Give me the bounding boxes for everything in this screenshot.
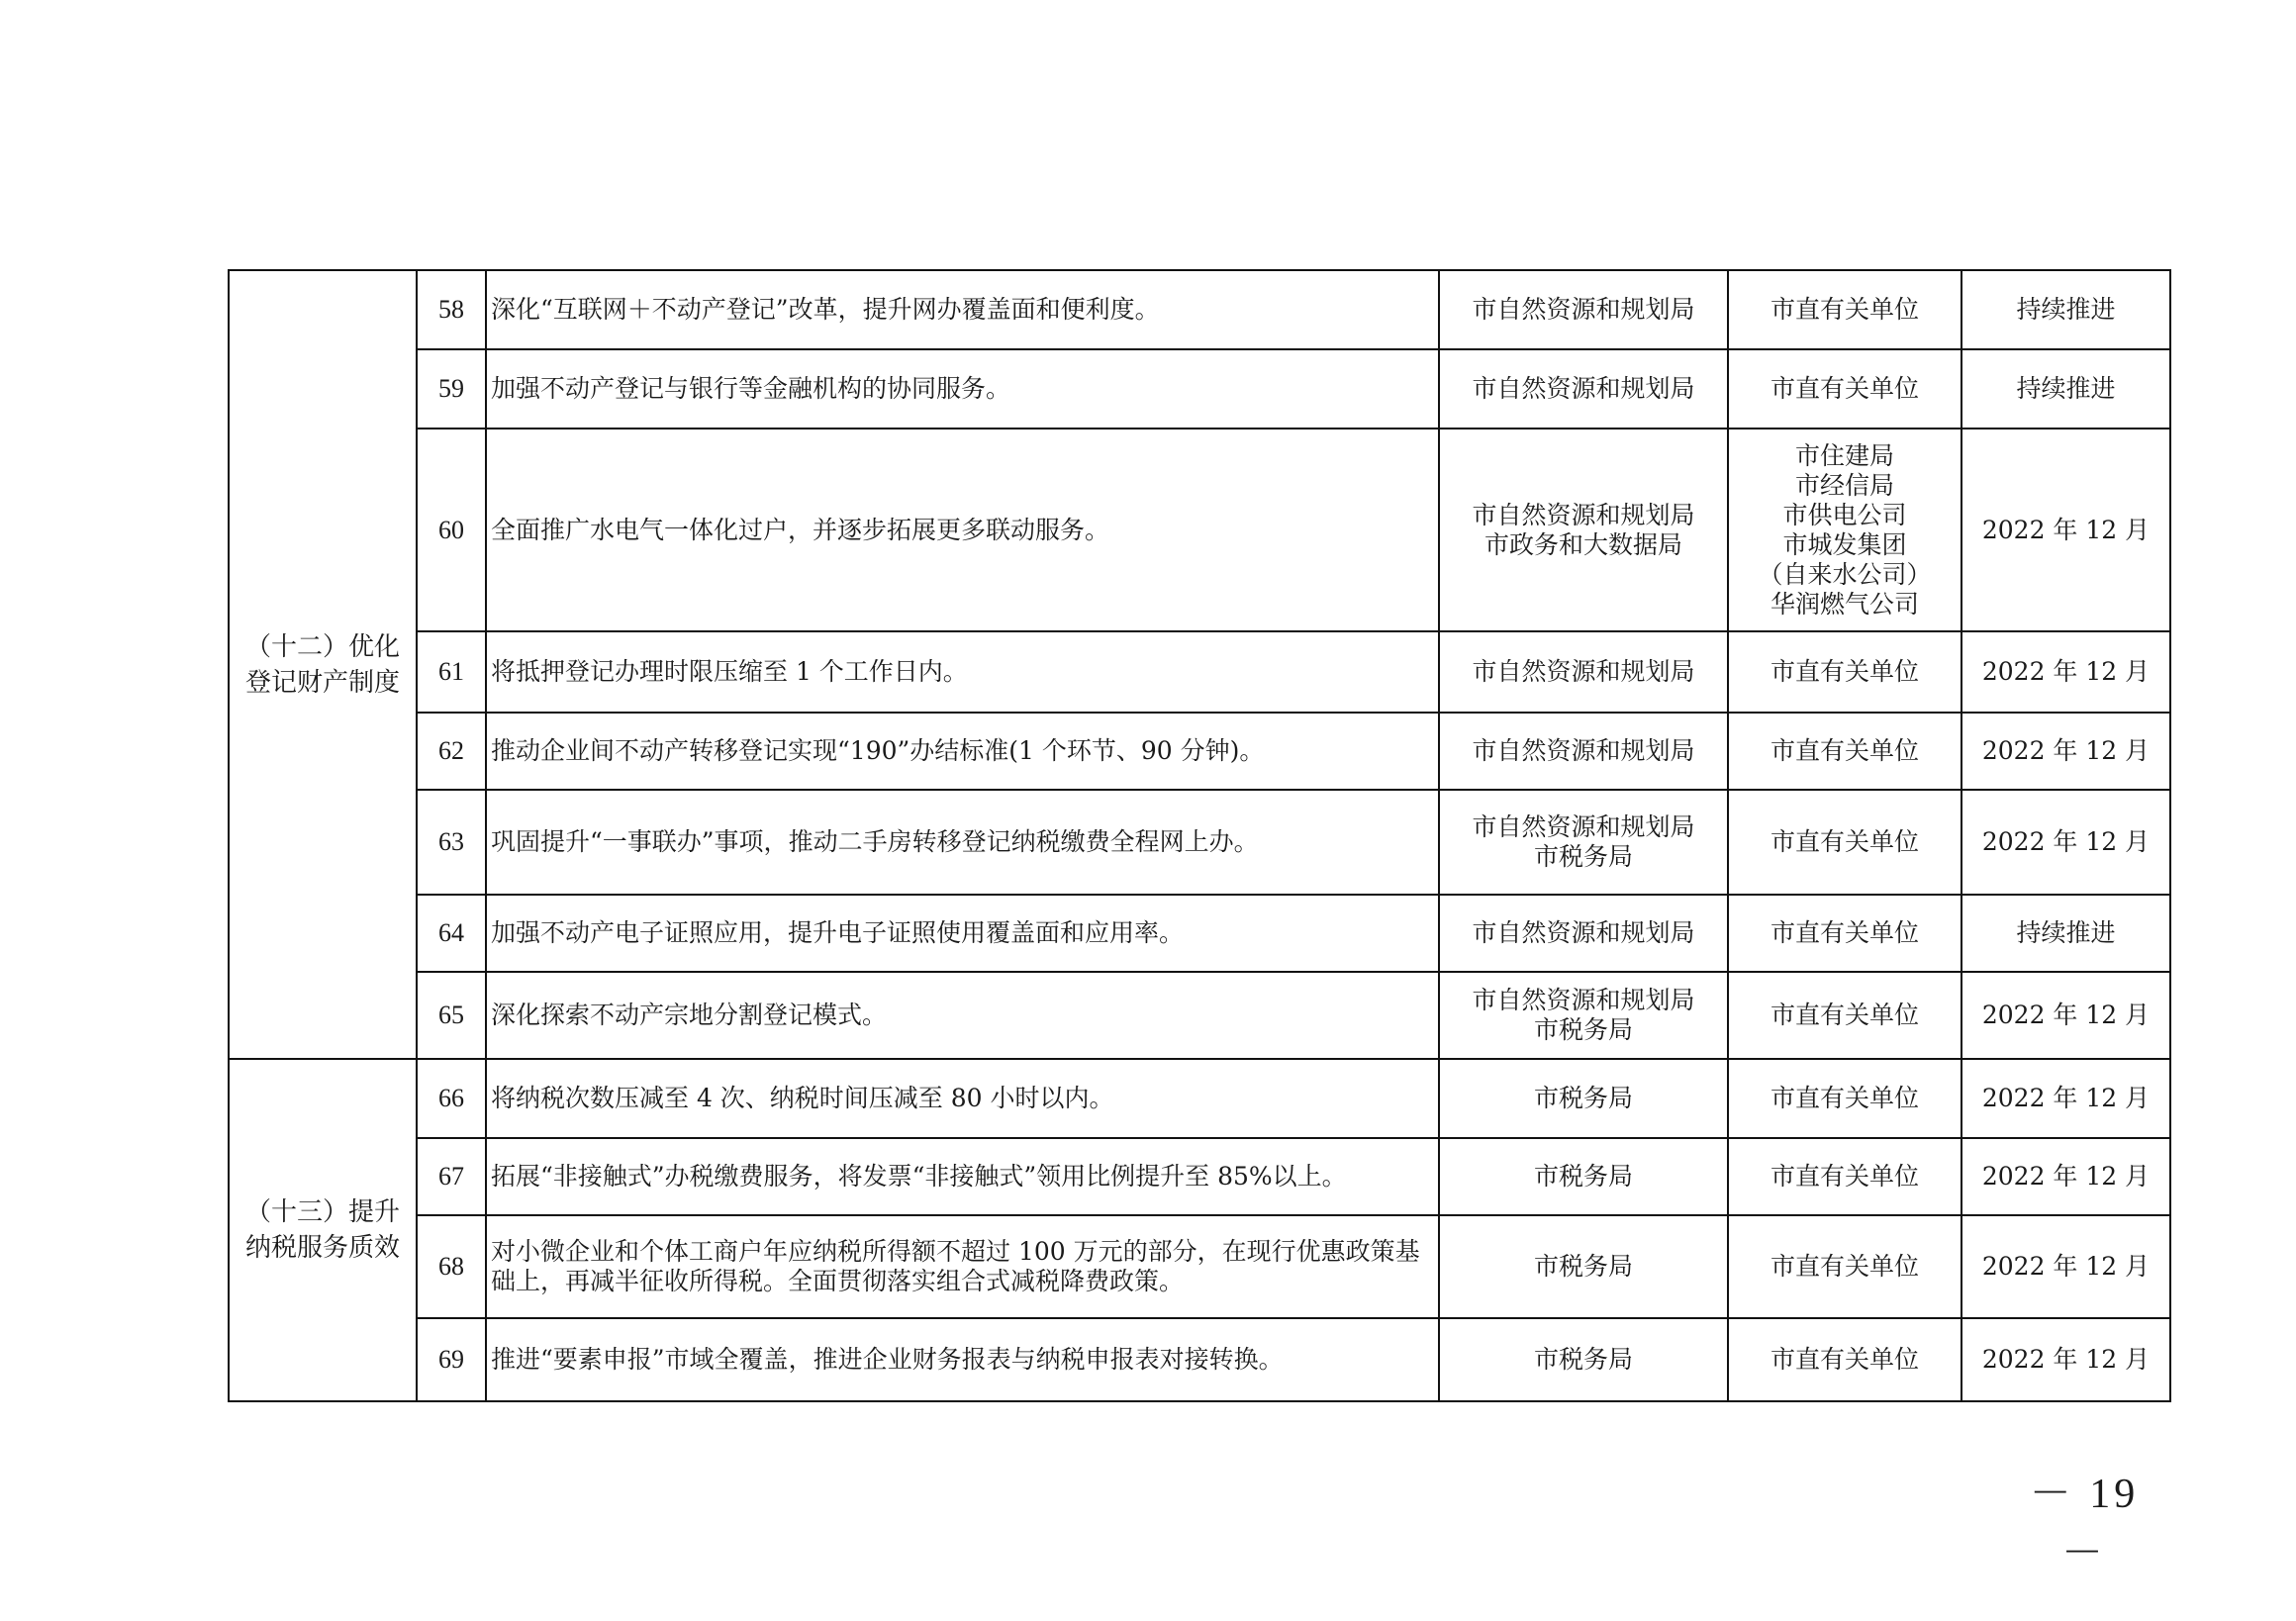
deadline: 2022 年 12 月: [1961, 1138, 2170, 1215]
table-row: [229, 429, 2170, 631]
lead-unit: [1439, 1138, 1728, 1215]
table-row: [229, 895, 2170, 972]
table-row: [229, 713, 2170, 790]
lead-unit: [1439, 713, 1728, 790]
cooperating-unit: [1728, 270, 1961, 349]
lead-unit-line: 市自然资源和规划局: [1472, 986, 1695, 1014]
lead-unit-line: 市税务局: [1533, 1015, 1633, 1044]
cooperating-unit-line: 市直有关单位: [1770, 1001, 1919, 1029]
lead-unit: [1439, 790, 1728, 895]
lead-unit-line: 市政务和大数据局: [1483, 529, 1682, 559]
cooperating-unit: [1728, 1138, 1961, 1215]
cooperating-unit-line: 市供电公司: [1782, 500, 1907, 529]
lead-unit: [1439, 270, 1728, 349]
lead-unit: [1439, 972, 1728, 1059]
cooperating-unit-line: 市直有关单位: [1770, 1084, 1919, 1112]
table-row: [229, 1059, 2170, 1138]
cooperating-unit-line: 市城发集团: [1782, 529, 1907, 559]
item-number: 68: [417, 1215, 486, 1318]
lead-unit-line: 市自然资源和规划局: [1472, 295, 1695, 324]
cooperating-unit-line: 市直有关单位: [1770, 736, 1919, 765]
cooperating-unit: [1728, 1318, 1961, 1401]
lead-unit: [1439, 1059, 1728, 1138]
task-description: 全面推广水电气一体化过户，并逐步拓展更多联动服务。: [486, 429, 1439, 631]
cooperating-unit: [1728, 713, 1961, 790]
task-description: 拓展“非接触式”办税缴费服务，将发票“非接触式”领用比例提升至 85%以上。: [486, 1138, 1439, 1215]
task-description: 巩固提升“一事联办”事项，推动二手房转移登记纳税缴费全程网上办。: [486, 790, 1439, 895]
table-row: [229, 790, 2170, 895]
task-description: 对小微企业和个体工商户年应纳税所得额不超过 100 万元的部分，在现行优惠政策基础上，再减半征收所得税。全面贯彻落实组合式减税降费政策。: [486, 1215, 1439, 1318]
lead-unit: [1439, 631, 1728, 713]
cooperating-unit: [1728, 429, 1961, 631]
item-number: 62: [417, 713, 486, 790]
cooperating-unit-line: 市直有关单位: [1770, 657, 1919, 686]
task-description: 深化探索不动产宗地分割登记模式。: [486, 972, 1439, 1059]
cooperating-unit-line: （自来水公司）: [1758, 559, 1932, 589]
deadline: 持续推进: [1961, 270, 2170, 349]
task-description: 推进“要素申报”市域全覆盖，推进企业财务报表与纳税申报表对接转换。: [486, 1318, 1439, 1401]
item-number: 65: [417, 972, 486, 1059]
cooperating-unit-line: 市直有关单位: [1770, 1252, 1919, 1281]
deadline: 2022 年 12 月: [1961, 972, 2170, 1059]
cooperating-unit: [1728, 895, 1961, 972]
table-row: [229, 270, 2170, 349]
cooperating-unit-line: 市直有关单位: [1770, 918, 1919, 947]
cooperating-unit: [1728, 972, 1961, 1059]
lead-unit-line: 市税务局: [1533, 1162, 1633, 1191]
cooperating-unit-line: 华润燃气公司: [1770, 589, 1919, 619]
cooperating-unit: [1728, 790, 1961, 895]
table-row: [229, 631, 2170, 713]
cooperating-unit-line: 市直有关单位: [1770, 1345, 1919, 1374]
deadline: 2022 年 12 月: [1961, 790, 2170, 895]
task-description: 将抵押登记办理时限压缩至 1 个工作日内。: [486, 631, 1439, 713]
deadline: 2022 年 12 月: [1961, 429, 2170, 631]
deadline: 持续推进: [1961, 895, 2170, 972]
table-row: [229, 1215, 2170, 1318]
lead-unit-line: 市税务局: [1533, 842, 1633, 871]
lead-unit-line: 市税务局: [1533, 1345, 1633, 1374]
lead-unit-line: 市税务局: [1533, 1252, 1633, 1281]
cooperating-unit-line: 市直有关单位: [1770, 827, 1919, 856]
lead-unit: [1439, 1215, 1728, 1318]
task-description: 加强不动产电子证照应用，提升电子证照使用覆盖面和应用率。: [486, 895, 1439, 972]
deadline: 2022 年 12 月: [1961, 631, 2170, 713]
deadline: 2022 年 12 月: [1961, 1215, 2170, 1318]
page-number: － 19 －: [2029, 1472, 2140, 1576]
table-row: [229, 1318, 2170, 1401]
lead-unit: [1439, 349, 1728, 429]
policy-task-table: [228, 269, 2171, 1402]
item-number: 64: [417, 895, 486, 972]
item-number: 58: [417, 270, 486, 349]
lead-unit-line: 市自然资源和规划局: [1472, 918, 1695, 947]
task-description: 推动企业间不动产转移登记实现“190”办结标准(1 个环节、90 分钟)。: [486, 713, 1439, 790]
cooperating-unit-line: 市直有关单位: [1770, 1162, 1919, 1191]
lead-unit-line: 市自然资源和规划局: [1472, 736, 1695, 765]
deadline: 持续推进: [1961, 349, 2170, 429]
item-number: 67: [417, 1138, 486, 1215]
item-number: 59: [417, 349, 486, 429]
lead-unit-line: 市税务局: [1533, 1084, 1633, 1112]
cooperating-unit: [1728, 349, 1961, 429]
category-cell: （十三）提升纳税服务质效: [229, 1059, 417, 1401]
lead-unit-line: 市自然资源和规划局: [1472, 374, 1695, 403]
table-row: [229, 972, 2170, 1059]
table-row: [229, 1138, 2170, 1215]
item-number: 63: [417, 790, 486, 895]
lead-unit: [1439, 895, 1728, 972]
lead-unit-line: 市自然资源和规划局: [1472, 812, 1695, 841]
cooperating-unit-line: 市直有关单位: [1770, 295, 1919, 324]
cooperating-unit-line: 市住建局: [1794, 440, 1894, 470]
deadline: 2022 年 12 月: [1961, 713, 2170, 790]
task-description: 加强不动产登记与银行等金融机构的协同服务。: [486, 349, 1439, 429]
task-description: 深化“互联网＋不动产登记”改革，提升网办覆盖面和便利度。: [486, 270, 1439, 349]
item-number: 69: [417, 1318, 486, 1401]
item-number: 60: [417, 429, 486, 631]
cooperating-unit-line: 市直有关单位: [1770, 374, 1919, 403]
item-number: 66: [417, 1059, 486, 1138]
item-number: 61: [417, 631, 486, 713]
table-row: [229, 349, 2170, 429]
task-description: 将纳税次数压减至 4 次、纳税时间压减至 80 小时以内。: [486, 1059, 1439, 1138]
lead-unit: [1439, 429, 1728, 631]
cooperating-unit: [1728, 1059, 1961, 1138]
cooperating-unit: [1728, 1215, 1961, 1318]
lead-unit-line: 市自然资源和规划局: [1472, 657, 1695, 686]
cooperating-unit-line: 市经信局: [1794, 470, 1894, 500]
lead-unit-line: 市自然资源和规划局: [1472, 500, 1695, 529]
deadline: 2022 年 12 月: [1961, 1318, 2170, 1401]
lead-unit: [1439, 1318, 1728, 1401]
category-cell: （十二）优化登记财产制度: [229, 270, 417, 1059]
deadline: 2022 年 12 月: [1961, 1059, 2170, 1138]
cooperating-unit: [1728, 631, 1961, 713]
